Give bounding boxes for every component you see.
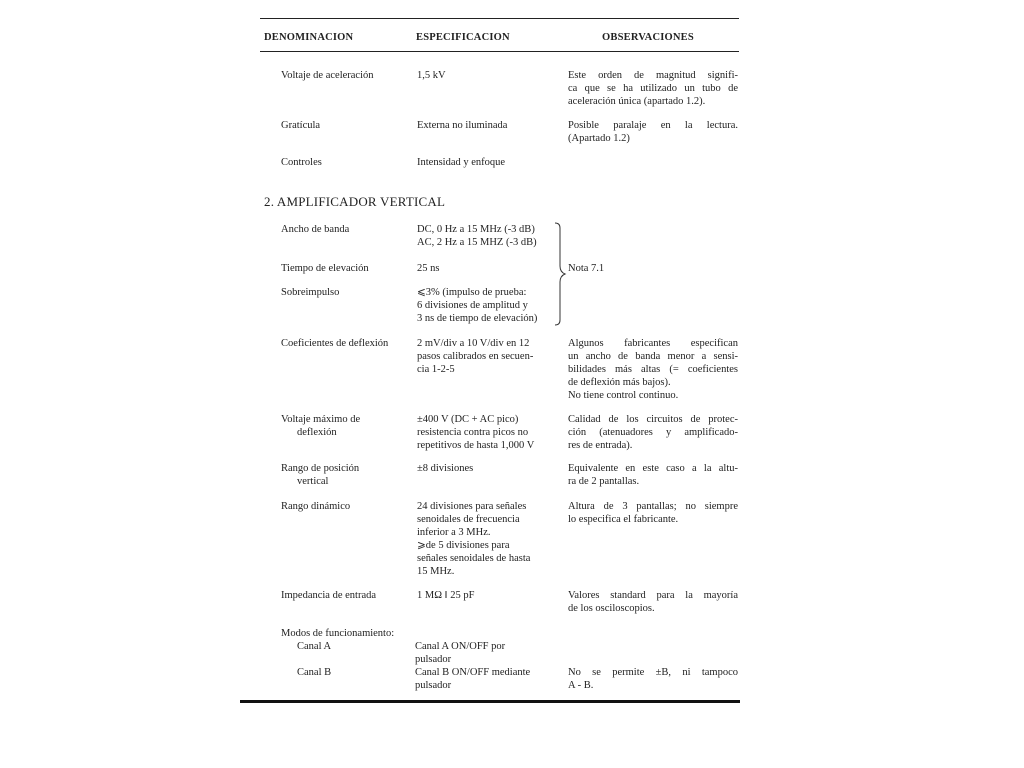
row-spec-graticula: Externa no iluminada xyxy=(417,120,508,131)
row-spec-line: ±400 V (DC + AC pico) xyxy=(417,414,519,425)
row-obs-line: Valores standard para la mayoría xyxy=(568,590,738,601)
row-spec-line: senoidales de frecuencia xyxy=(417,514,520,525)
top-rule xyxy=(260,18,739,19)
row-obs-line: A - B. xyxy=(568,680,594,691)
row-spec-line: 15 MHz. xyxy=(417,566,455,577)
row-name-canal-a: Canal A xyxy=(297,641,332,652)
row-spec-controles: Intensidad y enfoque xyxy=(417,157,506,168)
row-obs-line: Algunos fabricantes especifican xyxy=(568,338,738,349)
row-spec-line: DC, 0 Hz a 15 MHz (-3 dB) xyxy=(417,224,535,235)
row-obs-line: res de entrada). xyxy=(568,440,633,451)
row-spec-line: ⩾de 5 divisiones para xyxy=(417,540,510,551)
row-obs-line: Posible paralaje en la lectura. xyxy=(568,120,738,131)
row-name-line: Voltaje máximo de xyxy=(281,414,361,425)
curly-brace xyxy=(553,222,567,326)
header-rule xyxy=(260,51,739,52)
row-spec-line: ⩽3% (impulso de prueba: xyxy=(417,287,527,298)
row-spec-line: pulsador xyxy=(415,680,452,691)
header-observaciones: OBSERVACIONES xyxy=(602,32,694,43)
brace-note: Nota 7.1 xyxy=(568,263,605,274)
row-name-graticula: Gratícula xyxy=(281,120,321,131)
row-obs-line: Equivalente en este caso a la altu- xyxy=(568,463,738,474)
row-spec-line: AC, 2 Hz a 15 MHZ (-3 dB) xyxy=(417,237,537,248)
row-name-line: deflexión xyxy=(297,427,337,438)
row-name-line: vertical xyxy=(297,476,329,487)
row-name-coeficientes: Coeficientes de deflexión xyxy=(281,338,389,349)
row-name-sobreimpulso: Sobreimpulso xyxy=(281,287,340,298)
header-denominacion: DENOMINACION xyxy=(264,32,354,43)
row-spec-line: señales senoidales de hasta xyxy=(417,553,531,564)
row-spec-posicion: ±8 divisiones xyxy=(417,463,474,474)
row-spec-line: 24 divisiones para señales xyxy=(417,501,527,512)
row-obs-line: ción (atenuadores y amplificado- xyxy=(568,427,738,438)
row-name-rango-dinamico: Rango dinámico xyxy=(281,501,351,512)
section-title: 2. AMPLIFICADOR VERTICAL xyxy=(264,194,446,209)
row-obs-line: de deflexión más bajos). xyxy=(568,377,671,388)
row-name-impedancia: Impedancia de entrada xyxy=(281,590,377,601)
row-obs-line: No se permite ±B, ni tampoco xyxy=(568,667,738,678)
row-obs-line: ca que se ha utilizado un tubo de xyxy=(568,83,738,94)
row-spec-tiempo-elevacion: 25 ns xyxy=(417,263,440,274)
row-spec-line: resistencia contra picos no xyxy=(417,427,529,438)
row-obs-line: Este orden de magnitud signifi- xyxy=(568,70,738,81)
row-obs-line: bilidades más altas (= coeficientes xyxy=(568,364,738,375)
row-name-line: Rango de posición xyxy=(281,463,360,474)
row-spec-line: cia 1-2-5 xyxy=(417,364,455,375)
row-spec-line: Canal B ON/OFF mediante xyxy=(415,667,531,678)
row-name-canal-b: Canal B xyxy=(297,667,332,678)
row-spec-line: Canal A ON/OFF por xyxy=(415,641,506,652)
row-name-tiempo-elevacion: Tiempo de elevación xyxy=(281,263,369,274)
row-name-ancho-banda: Ancho de banda xyxy=(281,224,350,235)
row-obs-line: aceleración única (apartado 1.2). xyxy=(568,96,706,107)
row-spec-line: pulsador xyxy=(415,654,452,665)
row-obs-line: un ancho de banda menor a sensi- xyxy=(568,351,738,362)
row-obs-line: lo especifica el fabricante. xyxy=(568,514,679,525)
row-obs-line: de los osciloscopios. xyxy=(568,603,655,614)
row-spec-voltaje-aceleracion: 1,5 kV xyxy=(417,70,446,81)
row-spec-line: 2 mV/div a 10 V/div en 12 xyxy=(417,338,530,349)
row-name-voltaje-aceleracion: Voltaje de aceleración xyxy=(281,70,374,81)
row-spec-line: pasos calibrados en secuen- xyxy=(417,351,534,362)
row-spec-line: 3 ns de tiempo de elevación) xyxy=(417,313,538,324)
bottom-rule xyxy=(240,700,740,703)
row-spec-line: 6 divisiones de amplitud y xyxy=(417,300,528,311)
header-especificacion: ESPECIFICACION xyxy=(416,32,510,43)
row-spec-line: repetitivos de hasta 1,000 V xyxy=(417,440,535,451)
row-name-modos: Modos de funcionamiento: xyxy=(281,628,395,639)
row-name-controles: Controles xyxy=(281,157,322,168)
row-obs-line: Calidad de los circuitos de protec- xyxy=(568,414,738,425)
row-spec-line: inferior a 3 MHz. xyxy=(417,527,491,538)
row-obs-line: No tiene control continuo. xyxy=(568,390,679,401)
row-obs-line: ra de 2 pantallas. xyxy=(568,476,640,487)
row-spec-impedancia: 1 MΩ ‖ 25 pF xyxy=(417,590,475,601)
row-obs-line: Altura de 3 pantallas; no siempre xyxy=(568,501,738,512)
row-obs-line: (Apartado 1.2) xyxy=(568,133,630,144)
